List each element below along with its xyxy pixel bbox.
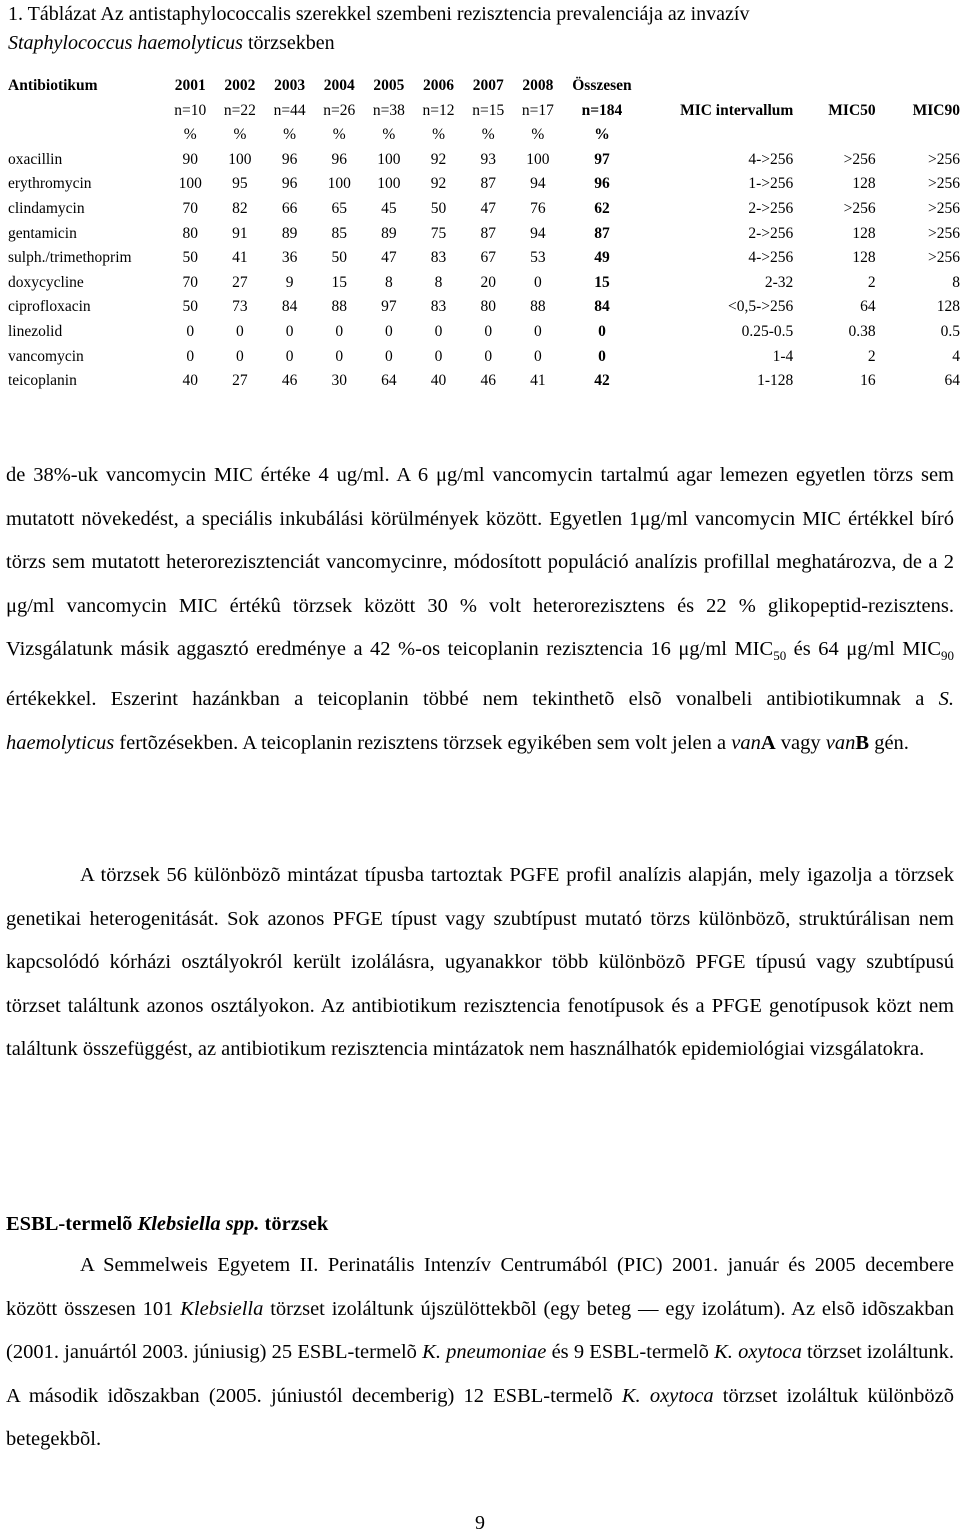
year-value: 100 xyxy=(377,175,401,193)
mic90-value: >256 xyxy=(928,175,960,193)
year-value: 96 xyxy=(281,175,298,193)
total-value: 84 xyxy=(594,298,610,316)
year-value: 100 xyxy=(228,150,252,168)
caption-species: Staphylococcus haemolyticus xyxy=(8,32,243,54)
year-value: 93 xyxy=(480,150,496,168)
header-pct: % xyxy=(481,126,495,144)
year-value: 100 xyxy=(377,150,401,168)
mic50-value: 2 xyxy=(867,273,876,291)
header-total-n: n=184 xyxy=(581,101,623,119)
year-value: 0 xyxy=(533,322,542,340)
page-number: 9 xyxy=(475,1512,485,1534)
mic50-value: 16 xyxy=(860,372,876,390)
table-row xyxy=(4,369,960,394)
year-value: 8 xyxy=(385,273,393,291)
header-pct: % xyxy=(594,126,610,144)
mic50-value: >256 xyxy=(843,199,876,217)
year-value: 83 xyxy=(430,249,447,267)
section-heading xyxy=(6,1203,328,1247)
antibiotic-name: linezolid xyxy=(8,322,63,340)
antibiotic-name: gentamicin xyxy=(8,224,77,242)
year-value: 73 xyxy=(232,298,248,316)
mic-interval: <0,5->256 xyxy=(728,298,794,316)
mic90-value: 128 xyxy=(936,298,960,316)
mic-interval: 1->256 xyxy=(748,175,794,193)
mic-interval: 1-4 xyxy=(772,347,794,365)
antibiotic-name: teicoplanin xyxy=(8,372,77,390)
para-text: de 38%-uk vancomycin MIC értéke 4 ug/ml. A 6 μg/ml vancomycin tartalmú agar lemezen egyetlen törzs sem mutatott növekedést, a speciális inkubálási körülmények között. Egyetlen 1μg/ml vancomycin MIC értékkel bíró törzs sem mutatott heterorezisztenciát vancomycinre, módosított populáció analízis profillal meghatározva, de a 2 μg/ml vancomycin MIC értékû törzsek között 30 % volt heterorezisztens és 22 % glikopeptid-rezisztens. Vizsgálatunk másik aggasztó eredménye a 42 %-os teicoplanin rezisztencia 16 μg/ml MIC xyxy=(6,464,954,661)
year-value: 50 xyxy=(182,298,199,316)
antibiotic-name: vancomycin xyxy=(8,347,84,365)
header-n: n=26 xyxy=(323,101,356,119)
year-value: 0 xyxy=(285,347,294,365)
year-value: 8 xyxy=(434,273,443,291)
mic90-value: >256 xyxy=(928,249,960,267)
year-value: 0 xyxy=(385,347,393,365)
year-value: 95 xyxy=(232,175,248,193)
mic-interval: 4->256 xyxy=(748,249,794,267)
total-value: 97 xyxy=(594,150,610,168)
total-value: 49 xyxy=(594,249,610,267)
year-value: 76 xyxy=(530,199,546,217)
year-value: 70 xyxy=(182,199,199,217)
header-pct: % xyxy=(283,126,297,144)
mic50-value: 128 xyxy=(852,224,876,242)
mic50-value: 128 xyxy=(852,175,876,193)
header-year: 2006 xyxy=(423,77,455,94)
table-row xyxy=(4,320,960,345)
total-value: 42 xyxy=(594,372,610,390)
year-value: 30 xyxy=(331,372,347,390)
table-body xyxy=(4,148,960,394)
year-value: 66 xyxy=(281,199,298,217)
header-n: n=12 xyxy=(422,101,455,119)
mic50-value: 2 xyxy=(867,347,876,365)
gene-name: van xyxy=(731,731,761,754)
year-value: 0 xyxy=(186,347,195,365)
antibiotic-name: doxycycline xyxy=(8,273,84,291)
year-value: 88 xyxy=(331,298,347,316)
year-value: 100 xyxy=(327,175,351,193)
heading-text: törzsek xyxy=(259,1213,329,1235)
mic-interval: 1-128 xyxy=(757,372,794,390)
header-pct: % xyxy=(183,126,197,144)
year-value: 82 xyxy=(232,199,248,217)
year-value: 0 xyxy=(434,322,443,340)
para-text: és 64 μg/ml MIC xyxy=(786,638,941,661)
mic50-value: 0.38 xyxy=(848,322,876,340)
table-header-row-n xyxy=(4,99,960,124)
year-value: 0 xyxy=(484,322,493,340)
year-value: 0 xyxy=(434,347,443,365)
header-n: n=10 xyxy=(174,101,207,119)
year-value: 0 xyxy=(285,322,294,340)
header-year: 2005 xyxy=(373,77,405,94)
caption-text: 1. Táblázat Az antistaphylococcalis szerekkel szembeni rezisztencia prevalenciája az invazív xyxy=(8,3,750,25)
para-text: és 9 ESBL-termelõ xyxy=(546,1341,715,1364)
mic-interval: 2-32 xyxy=(764,273,794,291)
species-name: Klebsiella xyxy=(180,1297,264,1320)
mic90-value: >256 xyxy=(928,150,960,168)
year-value: 0 xyxy=(484,347,493,365)
gene-suffix: B xyxy=(855,731,870,754)
total-value: 0 xyxy=(598,347,606,365)
mic50-value: 128 xyxy=(852,249,876,267)
header-n: n=38 xyxy=(372,101,405,119)
mic-interval: 0.25-0.5 xyxy=(741,322,794,340)
resistance-table xyxy=(4,74,960,394)
subscript: 90 xyxy=(941,648,954,664)
year-value: 9 xyxy=(285,273,294,291)
year-value: 70 xyxy=(182,273,199,291)
mic90-value: 64 xyxy=(944,372,960,390)
para-text: törzset izoláltuk különbözõ betegekbõl. xyxy=(6,1384,954,1451)
antibiotic-name: oxacillin xyxy=(8,150,63,168)
antibiotic-name: erythromycin xyxy=(8,175,92,193)
year-value: 41 xyxy=(530,372,546,390)
year-value: 45 xyxy=(381,199,397,217)
year-value: 89 xyxy=(281,224,298,242)
antibiotic-name: clindamycin xyxy=(8,199,85,217)
header-year: 2003 xyxy=(274,77,306,94)
year-value: 89 xyxy=(381,224,397,242)
mic50-value: >256 xyxy=(843,150,876,168)
year-value: 0 xyxy=(335,347,344,365)
header-pct: % xyxy=(382,126,396,144)
header-year: 2001 xyxy=(174,77,206,94)
table-row xyxy=(4,197,960,222)
mic90-value: 8 xyxy=(952,273,960,291)
year-value: 91 xyxy=(232,224,248,242)
year-value: 64 xyxy=(381,372,397,390)
year-value: 50 xyxy=(430,199,447,217)
table-header-row-pct xyxy=(4,123,960,148)
header-antibiotic: Antibiotikum xyxy=(8,77,98,94)
year-value: 67 xyxy=(480,249,496,267)
year-value: 0 xyxy=(335,322,344,340)
year-value: 40 xyxy=(182,372,199,390)
year-value: 94 xyxy=(530,224,546,242)
year-value: 53 xyxy=(530,249,546,267)
mic50-value: 64 xyxy=(860,298,876,316)
header-mic90: MIC90 xyxy=(912,101,960,119)
mic90-value: 4 xyxy=(952,347,960,365)
table-row xyxy=(4,345,960,370)
para-text: gén. xyxy=(869,731,909,754)
year-value: 50 xyxy=(331,249,347,267)
paragraph-pfge xyxy=(6,854,954,1072)
year-value: 47 xyxy=(480,199,496,217)
year-value: 0 xyxy=(186,322,195,340)
year-value: 80 xyxy=(182,224,199,242)
total-value: 96 xyxy=(594,175,610,193)
year-value: 46 xyxy=(480,372,496,390)
year-value: 87 xyxy=(480,224,496,242)
year-value: 94 xyxy=(530,175,546,193)
species-name: K. oxytoca xyxy=(714,1341,802,1364)
header-year: 2007 xyxy=(472,77,504,94)
para-text: A törzsek 56 különbözõ mintázat típusba tartoztak PGFE profil analízis alapján, mely igazolja a törzsek genetikai heterogenitását. Sok azonos PFGE típust vagy szubtípust mutató törzs különbözõ, struktúrálisan nem kapcsolódó kórházi osztályokról került izolálásra, ugyanakkor több különbözõ PFGE típusú vagy szubtípusú törzset találtunk azonos osztályokon. Az antibiotikum rezisztencia fenotípusok és a PFGE genotípusok közt nem találtunk összefüggést, az antibiotikum rezisztencia mintázatok nem használhatók epidemiológiai vizsgálatokra. xyxy=(6,864,954,1061)
antibiotic-name: ciprofloxacin xyxy=(8,298,91,316)
year-value: 88 xyxy=(530,298,546,316)
table-row xyxy=(4,295,960,320)
antibiotic-name: sulph./trimethoprim xyxy=(8,249,132,267)
year-value: 84 xyxy=(281,298,298,316)
para-text: értékekkel. Eszerint hazánkban a teicoplanin többé nem tekinthetõ elsõ vonalbeli antibiotikumnak a xyxy=(6,688,939,711)
species-name: S. haemolyticus xyxy=(6,688,954,754)
total-value: 87 xyxy=(594,224,610,242)
year-value: 90 xyxy=(182,150,199,168)
year-value: 100 xyxy=(526,150,550,168)
mic90-value: >256 xyxy=(928,224,960,242)
header-n: n=22 xyxy=(223,101,256,119)
mic90-value: >256 xyxy=(928,199,960,217)
mic-interval: 2->256 xyxy=(748,224,794,242)
gene-suffix: A xyxy=(760,731,776,754)
year-value: 96 xyxy=(281,150,298,168)
header-pct: % xyxy=(233,126,247,144)
mic-interval: 2->256 xyxy=(748,199,794,217)
subscript: 50 xyxy=(773,648,787,664)
total-value: 15 xyxy=(594,273,610,291)
year-value: 100 xyxy=(178,175,202,193)
header-pct: % xyxy=(531,126,545,144)
header-pct: % xyxy=(432,126,445,144)
year-value: 0 xyxy=(236,347,244,365)
header-mic50: MIC50 xyxy=(828,101,876,119)
total-value: 62 xyxy=(594,199,610,217)
header-n: n=17 xyxy=(521,101,554,119)
year-value: 20 xyxy=(480,273,496,291)
para-text: A Semmelweis Egyetem II. Perinatális Intenzív Centrumából (PIC) 2001. január és 2005 decembere között összesen 101 xyxy=(6,1254,954,1320)
year-value: 0 xyxy=(236,322,244,340)
mic90-value: 0.5 xyxy=(940,322,960,340)
year-value: 0 xyxy=(533,347,542,365)
year-value: 40 xyxy=(430,372,447,390)
paragraph-klebsiella xyxy=(6,1244,954,1462)
year-value: 46 xyxy=(281,372,298,390)
header-year: 2002 xyxy=(224,77,256,94)
year-value: 87 xyxy=(480,175,496,193)
table-row xyxy=(4,148,960,173)
caption-text-end: törzsekben xyxy=(242,32,335,54)
year-value: 15 xyxy=(331,273,347,291)
year-value: 97 xyxy=(381,298,397,316)
table-caption xyxy=(8,0,953,58)
header-n: n=44 xyxy=(273,101,306,119)
year-value: 36 xyxy=(281,249,298,267)
table-row xyxy=(4,271,960,296)
year-value: 92 xyxy=(430,150,447,168)
species-name: K. oxytoca xyxy=(621,1384,714,1407)
year-value: 0 xyxy=(533,273,542,291)
heading-genus: Klebsiella spp. xyxy=(137,1213,260,1235)
year-value: 80 xyxy=(480,298,496,316)
header-n: n=15 xyxy=(472,101,505,119)
header-year: 2008 xyxy=(522,77,554,94)
header-total: Összesen xyxy=(572,77,632,94)
total-value: 0 xyxy=(598,322,606,340)
para-text: vagy xyxy=(775,731,826,754)
gene-name: van xyxy=(825,731,856,754)
year-value: 85 xyxy=(331,224,347,242)
table-row xyxy=(4,172,960,197)
species-name: K. pneumoniae xyxy=(422,1341,547,1364)
table-row xyxy=(4,222,960,247)
paragraph-vancomycin xyxy=(6,454,954,765)
year-value: 27 xyxy=(232,372,248,390)
year-value: 27 xyxy=(232,273,248,291)
mic-interval: 4->256 xyxy=(748,150,794,168)
year-value: 83 xyxy=(430,298,447,316)
year-value: 50 xyxy=(182,249,199,267)
para-text: fertõzésekben. A teicoplanin rezisztens törzsek egyikében sem volt jelen a xyxy=(114,731,732,754)
year-value: 96 xyxy=(331,150,347,168)
heading-text: ESBL-termelõ xyxy=(6,1213,138,1235)
table-row xyxy=(4,246,960,271)
year-value: 47 xyxy=(381,249,397,267)
para-text: törzset izoláltunk. A második idõszakban (2005. júniustól decemberig) 12 ESBL-termelõ xyxy=(6,1341,954,1407)
year-value: 41 xyxy=(232,249,248,267)
year-value: 65 xyxy=(331,199,347,217)
year-value: 75 xyxy=(430,224,447,242)
header-year: 2004 xyxy=(323,77,355,94)
header-mic-interval: MIC intervallum xyxy=(680,101,794,119)
header-pct: % xyxy=(332,126,346,144)
year-value: 0 xyxy=(385,322,393,340)
table-header-row-years xyxy=(4,74,960,99)
para-text: törzset izoláltunk újszülöttekbõl (egy beteg — egy izolátum). Az elsõ idõszakban (2001. januártól 2003. júniusig) 25 ESBL-termelõ xyxy=(6,1297,955,1364)
year-value: 92 xyxy=(430,175,447,193)
